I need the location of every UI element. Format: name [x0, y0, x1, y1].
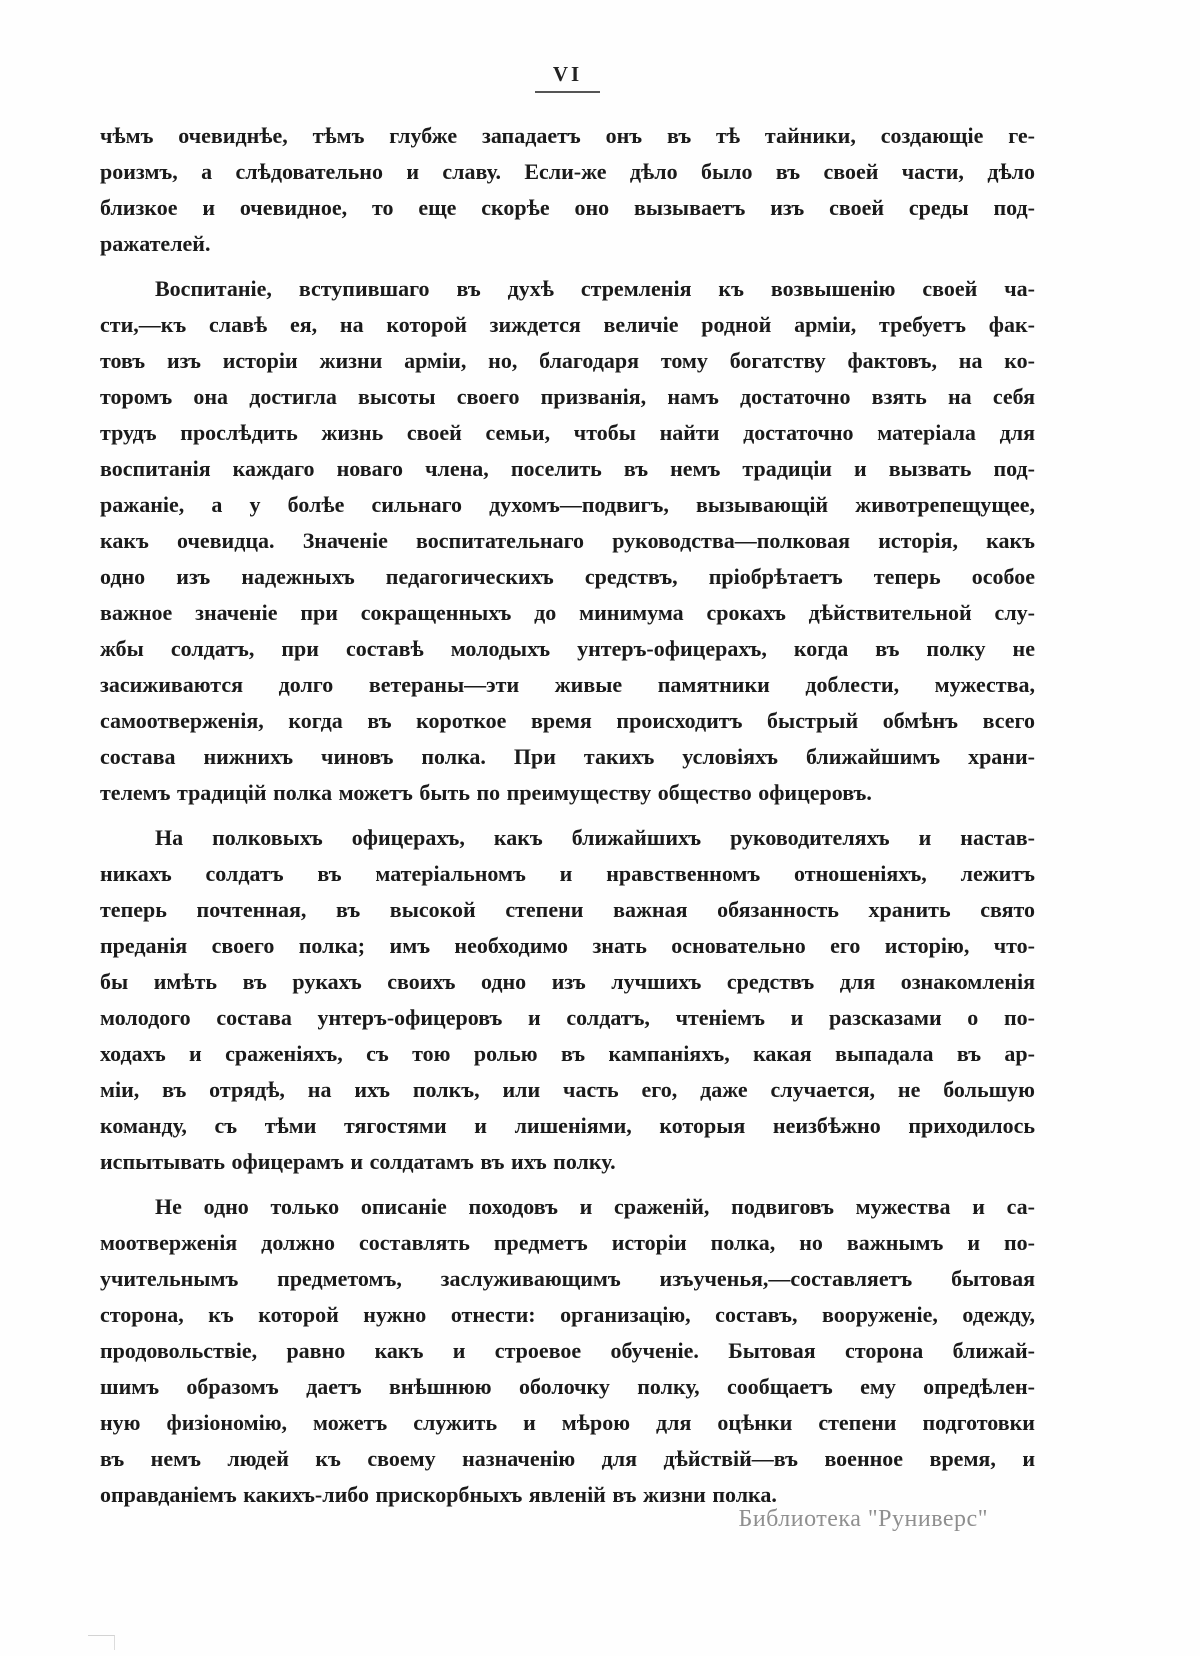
text-line: На полковыхъ офицерахъ, какъ ближайшихъ руководителяхъ и настав-: [155, 825, 1035, 850]
text-line: оправданіемъ какихъ-либо прискорбныхъ явленій въ жизни полка.: [100, 1482, 777, 1507]
scan-edge-artifact: [88, 1635, 115, 1650]
paragraph: [100, 118, 1035, 262]
text-line: телемъ традицій полка можетъ быть по преимуществу общество офицеровъ.: [100, 780, 872, 805]
library-watermark: Библиотека "Руниверс": [738, 1506, 988, 1532]
text-line: преданія своего полка; имъ необходимо знать основательно его исторію, что-: [100, 933, 1035, 958]
text-line: учительнымъ предметомъ, заслуживающимъ изъученья,—составляетъ бытовая: [100, 1266, 1035, 1291]
page-number-text: VI: [535, 62, 600, 93]
text-line: міи, въ отрядѣ, на ихъ полкъ, или часть его, даже случается, не большую: [100, 1077, 1035, 1102]
paragraph: [100, 271, 1035, 811]
text-line: чѣмъ очевиднѣе, тѣмъ глубже западаетъ онъ въ тѣ тайники, создающіе ге-: [100, 123, 1035, 148]
text-line: воспитанія каждаго новаго члена, поселить въ немъ традиціи и вызвать под-: [100, 456, 1035, 481]
text-line: ражателей.: [100, 231, 211, 256]
page-number: [100, 62, 1035, 93]
text-line: какъ очевидца. Значеніе воспитательнаго руководства—полковая исторія, какъ: [100, 528, 1035, 553]
text-line: продовольствіе, равно какъ и строевое обученіе. Бытовая сторона ближай-: [100, 1338, 1035, 1363]
text-line: товъ изъ исторіи жизни арміи, но, благодаря тому богатству фактовъ, на ко-: [100, 348, 1035, 373]
text-line: одно изъ надежныхъ педагогическихъ средствъ, пріобрѣтаетъ теперь особое: [100, 564, 1035, 589]
text-line: Воспитаніе, вступившаго въ духѣ стремленія къ возвышенію своей ча-: [155, 276, 1035, 301]
text-line: никахъ солдатъ въ матеріальномъ и нравственномъ отношеніяхъ, лежитъ: [100, 861, 1035, 886]
text-line: сти,—къ славѣ ея, на которой зиждется величіе родной арміи, требуетъ фак-: [100, 312, 1035, 337]
text-line: моотверженія должно составлять предметъ исторіи полка, но важнымъ и по-: [100, 1230, 1035, 1255]
text-line: въ немъ людей къ своему назначенію для дѣйствій—въ военное время, и: [100, 1446, 1035, 1471]
text-line: самоотверженія, когда въ короткое время происходитъ быстрый обмѣнъ всего: [100, 708, 1035, 733]
text-line: сторона, къ которой нужно отнести: организацію, составъ, вооруженіе, одежду,: [100, 1302, 1035, 1327]
text-line: ную физіономію, можетъ служить и мѣрою для оцѣнки степени подготовки: [100, 1410, 1035, 1435]
text-line: шимъ образомъ даетъ внѣшнюю оболочку полку, сообщаетъ ему опредѣлен-: [100, 1374, 1035, 1399]
text-line: молодого состава унтеръ-офицеровъ и солдатъ, чтеніемъ и разсказами о по-: [100, 1005, 1035, 1030]
text-line: засиживаются долго ветераны—эти живые памятники доблести, мужества,: [100, 672, 1035, 697]
text-line: жбы солдатъ, при составѣ молодыхъ унтеръ-офицерахъ, когда въ полку не: [100, 636, 1035, 661]
text-line: команду, съ тѣми тягостями и лишеніями, которыя неизбѣжно приходилось: [100, 1113, 1035, 1138]
paragraph: [100, 1189, 1035, 1513]
text-line: трудъ прослѣдить жизнь своей семьи, чтобы найти достаточно матеріала для: [100, 420, 1035, 445]
text-line: ходахъ и сраженіяхъ, съ тою ролью въ кампаніяхъ, какая выпадала въ ар-: [100, 1041, 1035, 1066]
paragraph: [100, 820, 1035, 1180]
text-line: состава нижнихъ чиновъ полка. При такихъ условіяхъ ближайшимъ храни-: [100, 744, 1035, 769]
text-line: Не одно только описаніе походовъ и сраженій, подвиговъ мужества и са-: [155, 1194, 1035, 1219]
text-line: торомъ она достигла высоты своего призванія, намъ достаточно взять на себя: [100, 384, 1035, 409]
text-line: важное значеніе при сокращенныхъ до минимума срокахъ дѣйствительной слу-: [100, 600, 1035, 625]
text-line: роизмъ, а слѣдовательно и славу. Если-же дѣло было въ своей части, дѣло: [100, 159, 1035, 184]
text-line: близкое и очевидное, то еще скорѣе оно вызываетъ изъ своей среды под-: [100, 195, 1035, 220]
text-line: бы имѣть въ рукахъ своихъ одно изъ лучшихъ средствъ для ознакомленія: [100, 969, 1035, 994]
text-line: испытывать офицерамъ и солдатамъ въ ихъ полку.: [100, 1149, 616, 1174]
text-line: ражаніе, а у болѣе сильнаго духомъ—подвигъ, вызывающій животрепещущее,: [100, 492, 1035, 517]
text-line: теперь почтенная, въ высокой степени важная обязанность хранить свято: [100, 897, 1035, 922]
page-text: [100, 118, 1035, 1513]
